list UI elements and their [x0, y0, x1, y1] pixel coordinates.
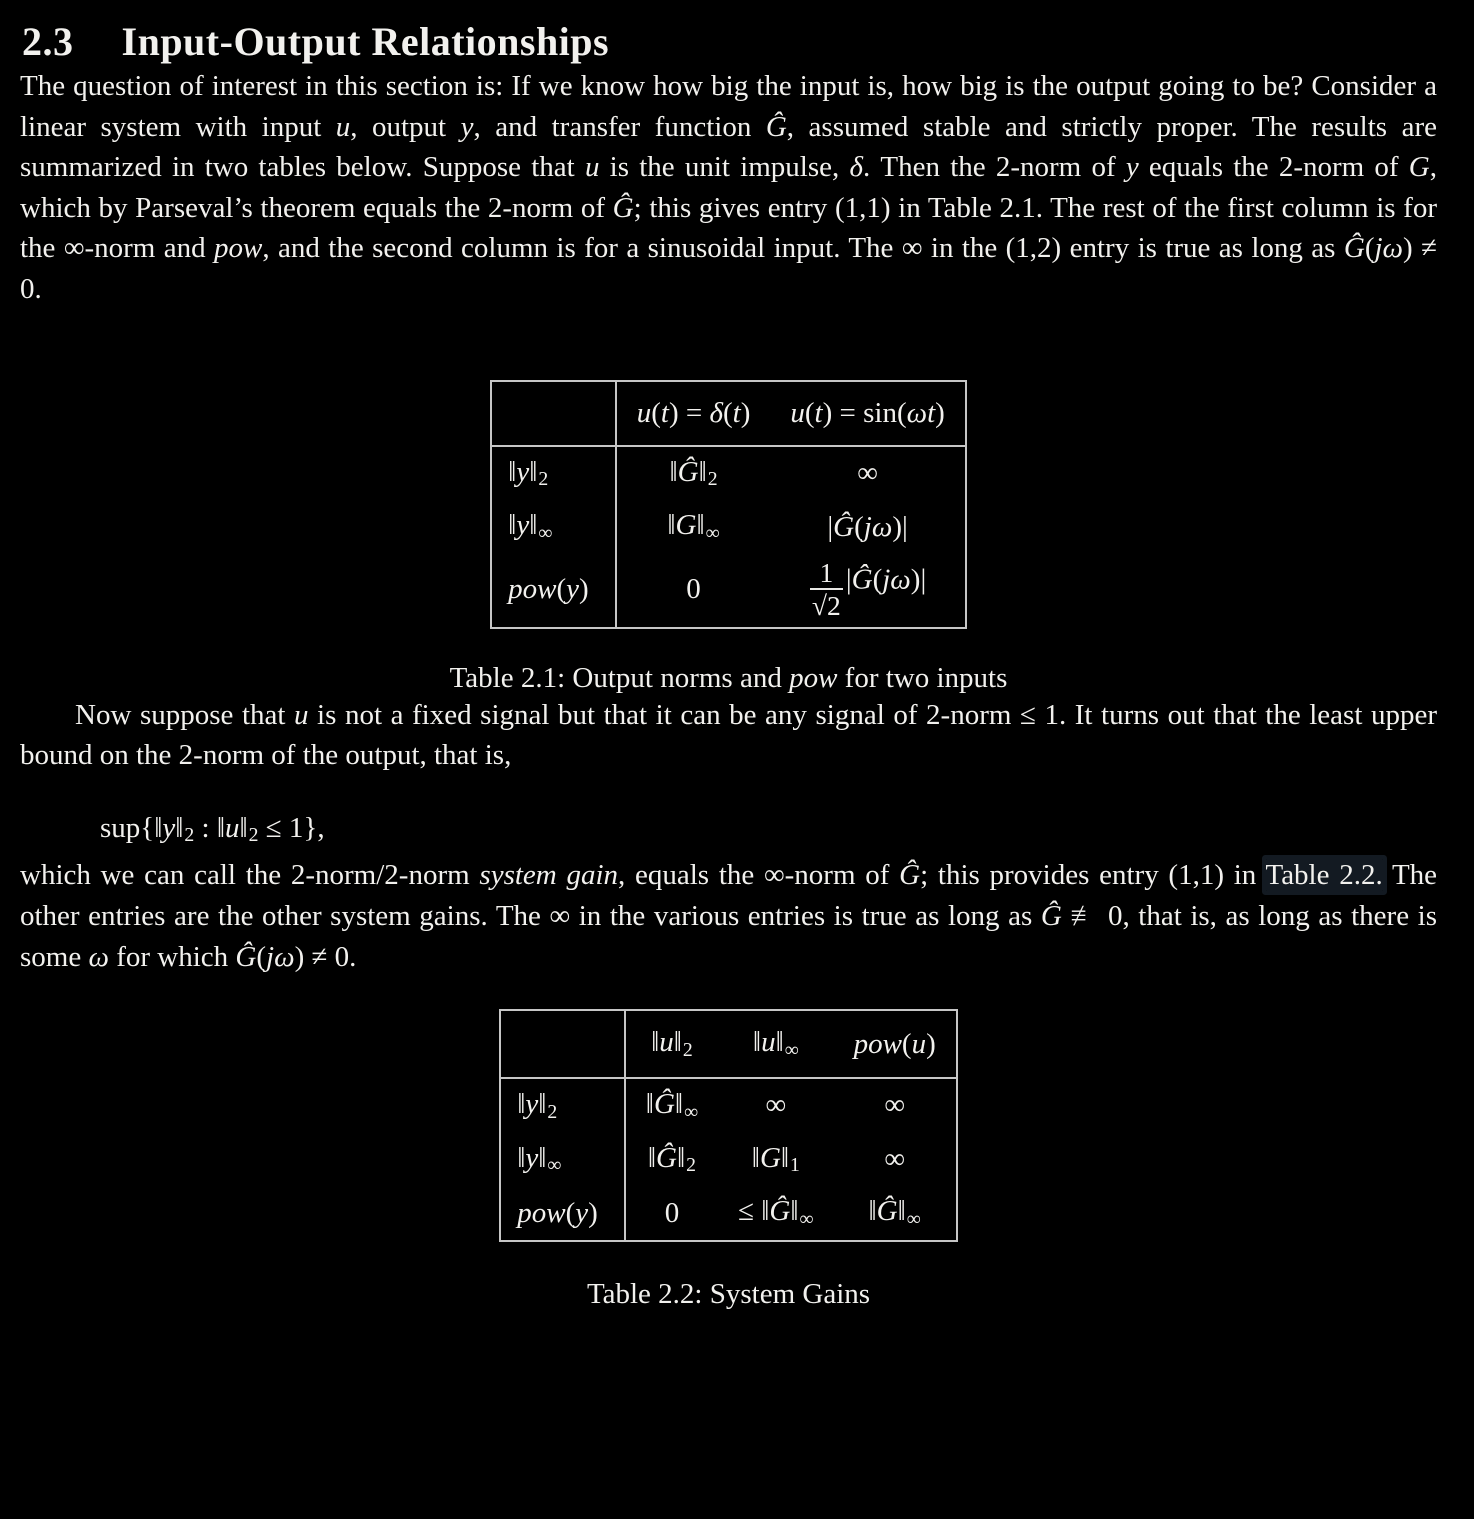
paragraph-2: Now suppose that u is not a fixed signal but that it can be any signal of 2-norm ≤ 1. It turns out that the least upper bound on the 2-norm of the output, that is,	[20, 698, 1437, 772]
table-cell: 0	[664, 1196, 680, 1229]
table-2-1	[490, 380, 967, 629]
fraction: $\frac{1}{√2}$	[811, 557, 841, 621]
paragraph-1: The question of interest in this section is: If we know how big the input is, how big is the output going to be? Consider a linear system with input u, output y, and transfer function Ĝ, assumed stable and strictly proper. The results are summarized in two tables below. Suppose that u is the unit impulse, δ. Then the 2-norm of y equals the 2-norm of G, which by Parseval’s theorem equals the 2-norm of Ĝ; this gives entry (1,1) in Table 2.1. The rest of the first column is for the ∞-norm and pow, and the second column is for a sinusoidal input. The ∞ in the (1,2) entry is true as long as Ĝ(jω) ≠ 0.	[20, 70, 1437, 305]
table-row-label: ‖y‖2	[500, 1078, 625, 1133]
table-cell: ∞	[884, 1089, 906, 1122]
table-cell: ‖G‖1	[751, 1141, 800, 1177]
table-cell: ‖Ĝ‖∞	[645, 1087, 699, 1123]
table-cell: ‖G‖∞	[667, 509, 720, 544]
table-2-2-link[interactable]: Table 2.2.	[1265, 859, 1383, 892]
table-row	[500, 1078, 957, 1133]
table-2-2-header-row	[500, 1010, 957, 1078]
table-row-label: pow(y)	[491, 554, 616, 628]
table-2-1-header-row	[491, 381, 966, 446]
table-header-cell: ‖u‖2	[625, 1010, 718, 1078]
table-header-cell: u(t) = δ(t)	[616, 381, 771, 446]
table-cell: ∞	[884, 1142, 906, 1175]
table-cell: 0	[686, 572, 701, 605]
table-row-label: pow(y)	[500, 1186, 625, 1241]
table-row	[491, 554, 966, 628]
table-corner-cell	[500, 1010, 625, 1078]
table-2-2	[499, 1009, 958, 1242]
table-row	[491, 446, 966, 501]
table-row-label: ‖y‖∞	[500, 1133, 625, 1187]
table-cell: ‖Ĝ‖2	[669, 455, 718, 491]
table-cell: ∞	[765, 1089, 787, 1122]
table-row	[491, 500, 966, 554]
table-2-2-caption: Table 2.2: System Gains	[586, 1278, 871, 1311]
table-row	[500, 1186, 957, 1241]
table-2-2-wrapper	[20, 1009, 1437, 1242]
table-header-cell: ‖u‖∞	[718, 1010, 833, 1078]
section-heading	[22, 18, 1437, 66]
table-cell: $\frac{1}{√2}$ |Ĝ(jω)|	[811, 557, 927, 621]
table-cell: |Ĝ(jω)|	[827, 510, 908, 543]
table-header-cell: u(t) = sin(ωt)	[770, 381, 965, 446]
table-header-cell: pow(u)	[834, 1010, 957, 1078]
table-row-label: ‖y‖2	[491, 446, 616, 501]
section-title: Input-Output Relationships	[121, 19, 610, 64]
table-cell: ∞	[857, 456, 878, 489]
table-2-1-wrapper	[20, 380, 1437, 629]
paragraph-3: which we can call the 2-norm/2-norm system gain, equals the ∞-norm of Ĝ; this provides entry (1,1) in Table 2.2. The other entries are the other system gains. The ∞ in the various entries is true as long as Ĝ ≢ 0, that is, as long as there is some ω for which Ĝ(jω) ≠ 0.	[20, 859, 1438, 973]
section-number: 2.3	[22, 19, 74, 64]
table-row	[500, 1133, 957, 1187]
table-cell: ‖Ĝ‖2	[647, 1141, 697, 1177]
table-row-label: ‖y‖∞	[491, 500, 616, 554]
table-cell: ‖Ĝ‖∞	[868, 1195, 921, 1231]
table-corner-cell	[491, 381, 616, 446]
equation-system-gain: sup{‖y‖2 : ‖u‖2 ≤ 1},	[100, 811, 325, 847]
table-2-1-caption: Table 2.1: Output norms and pow for two inputs	[449, 661, 1008, 694]
table-cell: ≤ ‖Ĝ‖∞	[738, 1195, 814, 1231]
